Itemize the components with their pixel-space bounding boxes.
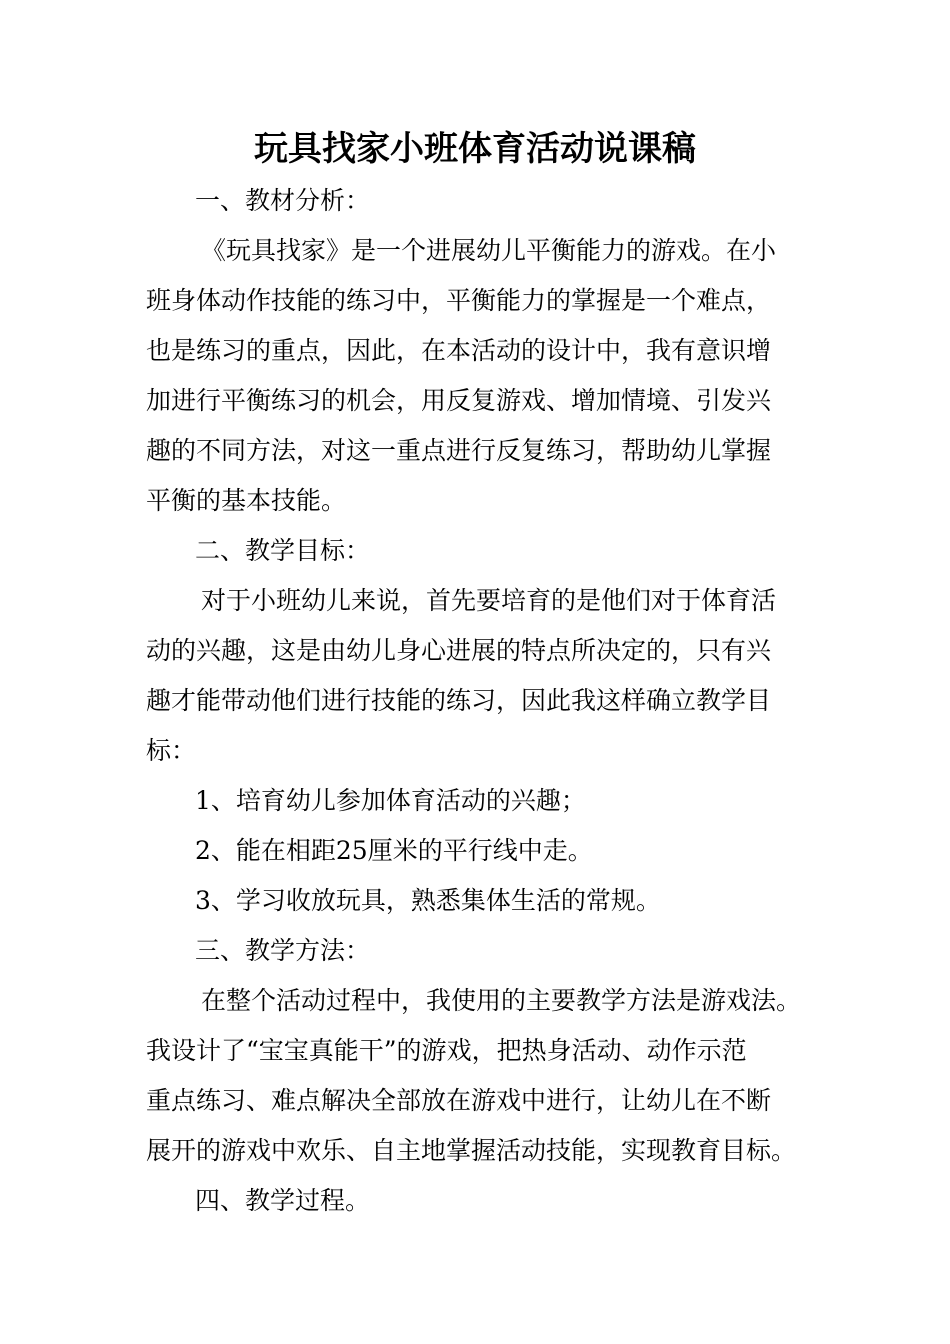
document-title: 玩具找家小班体育活动说课稿 [254, 129, 696, 169]
section-heading-methods: 三、教学方法： [195, 936, 371, 965]
paragraph-line: 班身体动作技能的练习中，平衡能力的掌握是一个难点， [146, 286, 772, 315]
paragraph-line: 动的兴趣，这是由幼儿身心进展的特点所决定的，只有兴 [146, 636, 772, 665]
goal-list-item: 1、培育幼儿参加体育活动的兴趣； [195, 786, 586, 815]
section-heading-materials: 一、教材分析： [195, 186, 371, 215]
goal-list-item: 3、学习收放玩具，熟悉集体生活的常规。 [195, 886, 661, 915]
paragraph-line: 展开的游戏中欢乐、自主地掌握活动技能，实现教育目标。 [146, 1136, 797, 1165]
goal-list-item: 2、能在相距25厘米的平行线中走。 [195, 836, 593, 865]
paragraph-line: 平衡的基本技能。 [146, 486, 347, 515]
paragraph-line: 加进行平衡练习的机会，用反复游戏、增加情境、引发兴 [146, 386, 772, 415]
paragraph-line: 我设计了“宝宝真能干”的游戏，把热身活动、动作示范 [146, 1036, 747, 1065]
section-heading-process: 四、教学过程。 [195, 1186, 371, 1215]
paragraph-line: 标： [146, 736, 197, 765]
section-heading-goals: 二、教学目标： [195, 536, 371, 565]
paragraph-line: 也是练习的重点，因此，在本活动的设计中，我有意识增 [146, 336, 772, 365]
paragraph-line: 《玩具找家》是一个进展幼儿平衡能力的游戏。在小 [201, 236, 777, 265]
paragraph-line: 重点练习、难点解决全部放在游戏中进行，让幼儿在不断 [146, 1086, 772, 1115]
paragraph-line: 趣的不同方法，对这一重点进行反复练习，帮助幼儿掌握 [146, 436, 772, 465]
paragraph-line: 在整个活动过程中，我使用的主要教学方法是游戏法。 [201, 986, 802, 1015]
paragraph-line: 对于小班幼儿来说，首先要培育的是他们对于体育活 [201, 586, 777, 615]
paragraph-line: 趣才能带动他们进行技能的练习，因此我这样确立教学目 [146, 686, 772, 715]
